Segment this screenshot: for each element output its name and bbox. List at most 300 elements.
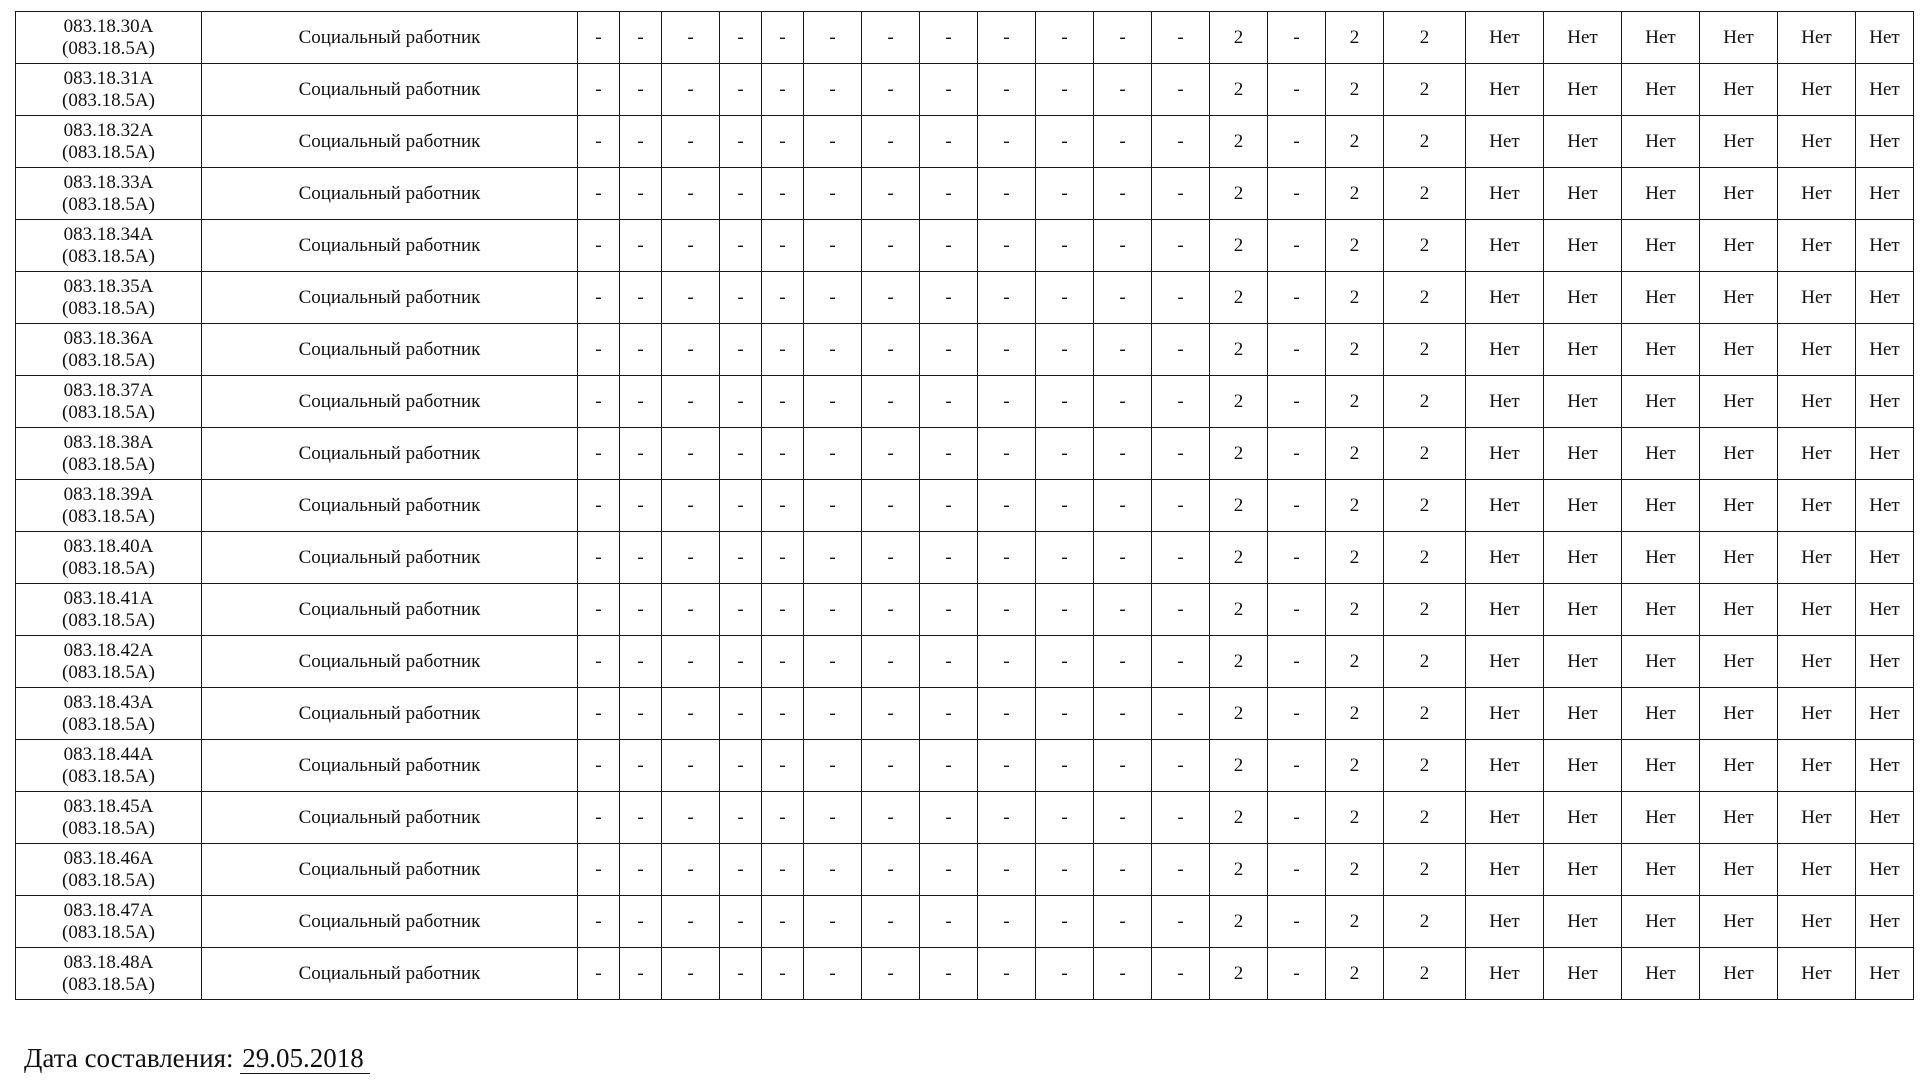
factor-class-cell: - <box>720 688 762 740</box>
workplace-code: 083.18.34А <box>63 223 154 245</box>
factor-class-cell: - <box>1152 844 1210 896</box>
table-row <box>16 376 1914 428</box>
yes-no-cell: Нет <box>1778 324 1856 376</box>
factor-class-cell: - <box>1152 324 1210 376</box>
yes-no-cell: Нет <box>1544 64 1622 116</box>
yes-no-cell: Нет <box>1856 636 1914 688</box>
factor-class-cell: - <box>804 324 862 376</box>
factor-class-cell: 2 <box>1326 636 1384 688</box>
yes-no-cell: Нет <box>1778 12 1856 64</box>
factor-class-cell: 2 <box>1210 688 1268 740</box>
factor-class-cell: - <box>578 584 620 636</box>
factor-class-cell: 2 <box>1384 636 1466 688</box>
table-row <box>16 480 1914 532</box>
factor-class-cell: - <box>1036 896 1094 948</box>
workplace-code-cell <box>16 376 202 428</box>
yes-no-cell: Нет <box>1544 532 1622 584</box>
factor-class-cell: - <box>1094 584 1152 636</box>
factor-class-cell: - <box>620 428 662 480</box>
factor-class-cell: - <box>920 480 978 532</box>
yes-no-cell: Нет <box>1778 168 1856 220</box>
analog-workplace-code: (083.18.5А) <box>62 557 155 579</box>
factor-class-cell: - <box>720 12 762 64</box>
workplace-code-cell <box>16 12 202 64</box>
factor-class-cell: - <box>1268 116 1326 168</box>
factor-class-cell: - <box>804 480 862 532</box>
factor-class-cell: - <box>1268 12 1326 64</box>
analog-workplace-code: (083.18.5А) <box>62 973 155 995</box>
factor-class-cell: - <box>762 272 804 324</box>
yes-no-cell: Нет <box>1700 844 1778 896</box>
analog-workplace-code: (083.18.5А) <box>62 349 155 371</box>
workplace-code: 083.18.39А <box>63 483 154 505</box>
factor-class-cell: - <box>862 116 920 168</box>
factor-class-cell: - <box>620 324 662 376</box>
factor-class-cell: - <box>662 480 720 532</box>
factor-class-cell: 2 <box>1384 168 1466 220</box>
factor-class-cell: - <box>1036 636 1094 688</box>
factor-class-cell: - <box>578 376 620 428</box>
factor-class-cell: - <box>578 740 620 792</box>
factor-class-cell: - <box>578 116 620 168</box>
factor-class-cell: - <box>762 792 804 844</box>
table-body <box>16 12 1914 1000</box>
factor-class-cell: - <box>762 64 804 116</box>
factor-class-cell: - <box>920 688 978 740</box>
analog-workplace-code: (083.18.5А) <box>62 193 155 215</box>
table-row <box>16 324 1914 376</box>
factor-class-cell: - <box>1094 740 1152 792</box>
analog-workplace-code: (083.18.5А) <box>62 505 155 527</box>
factor-class-cell: 2 <box>1326 376 1384 428</box>
workplace-code: 083.18.40А <box>63 535 154 557</box>
analog-workplace-code: (083.18.5А) <box>62 453 155 475</box>
factor-class-cell: - <box>762 376 804 428</box>
analog-workplace-code: (083.18.5А) <box>62 609 155 631</box>
factor-class-cell: - <box>804 584 862 636</box>
factor-class-cell: - <box>720 168 762 220</box>
compilation-date-value: 29.05.2018 <box>240 1043 370 1074</box>
factor-class-cell: - <box>1268 324 1326 376</box>
yes-no-cell: Нет <box>1622 896 1700 948</box>
factor-class-cell: - <box>920 376 978 428</box>
factor-class-cell: - <box>862 272 920 324</box>
factor-class-cell: - <box>1268 64 1326 116</box>
factor-class-cell: 2 <box>1326 168 1384 220</box>
factor-class-cell: - <box>720 948 762 1000</box>
factor-class-cell: - <box>578 64 620 116</box>
factor-class-cell: - <box>804 636 862 688</box>
factor-class-cell: - <box>662 64 720 116</box>
factor-class-cell: - <box>1036 584 1094 636</box>
factor-class-cell: - <box>762 428 804 480</box>
yes-no-cell: Нет <box>1700 636 1778 688</box>
analog-workplace-code: (083.18.5А) <box>62 245 155 267</box>
factor-class-cell: - <box>920 844 978 896</box>
factor-class-cell: - <box>620 896 662 948</box>
factor-class-cell: - <box>804 220 862 272</box>
table-row <box>16 688 1914 740</box>
yes-no-cell: Нет <box>1778 64 1856 116</box>
analog-workplace-code: (083.18.5А) <box>62 37 155 59</box>
factor-class-cell: 2 <box>1210 376 1268 428</box>
factor-class-cell: - <box>1268 636 1326 688</box>
yes-no-cell: Нет <box>1856 272 1914 324</box>
analog-workplace-code: (083.18.5А) <box>62 817 155 839</box>
factor-class-cell: - <box>762 480 804 532</box>
factor-class-cell: - <box>978 532 1036 584</box>
yes-no-cell: Нет <box>1466 220 1544 272</box>
factor-class-cell: - <box>1094 480 1152 532</box>
factor-class-cell: 2 <box>1326 428 1384 480</box>
factor-class-cell: 2 <box>1210 324 1268 376</box>
factor-class-cell: 2 <box>1326 740 1384 792</box>
factor-class-cell: - <box>920 116 978 168</box>
factor-class-cell: - <box>1094 792 1152 844</box>
factor-class-cell: - <box>1094 844 1152 896</box>
workplace-code-cell <box>16 324 202 376</box>
yes-no-cell: Нет <box>1622 64 1700 116</box>
factor-class-cell: 2 <box>1384 844 1466 896</box>
factor-class-cell: - <box>978 844 1036 896</box>
yes-no-cell: Нет <box>1544 168 1622 220</box>
factor-class-cell: - <box>1036 480 1094 532</box>
factor-class-cell: - <box>1152 220 1210 272</box>
yes-no-cell: Нет <box>1700 532 1778 584</box>
factor-class-cell: - <box>1152 116 1210 168</box>
yes-no-cell: Нет <box>1700 116 1778 168</box>
factor-class-cell: 2 <box>1210 532 1268 584</box>
factor-class-cell: - <box>1036 948 1094 1000</box>
factor-class-cell: - <box>978 324 1036 376</box>
factor-class-cell: - <box>578 636 620 688</box>
factor-class-cell: - <box>762 324 804 376</box>
factor-class-cell: - <box>620 844 662 896</box>
workplace-code-cell <box>16 116 202 168</box>
workplace-code-cell <box>16 844 202 896</box>
factor-class-cell: - <box>620 948 662 1000</box>
yes-no-cell: Нет <box>1778 428 1856 480</box>
factor-class-cell: - <box>1268 376 1326 428</box>
yes-no-cell: Нет <box>1466 376 1544 428</box>
yes-no-cell: Нет <box>1856 948 1914 1000</box>
factor-class-cell: - <box>1152 688 1210 740</box>
factor-class-cell: - <box>862 64 920 116</box>
yes-no-cell: Нет <box>1544 740 1622 792</box>
factor-class-cell: 2 <box>1326 948 1384 1000</box>
workplace-code-cell <box>16 64 202 116</box>
factor-class-cell: - <box>862 428 920 480</box>
factor-class-cell: - <box>762 12 804 64</box>
factor-class-cell: - <box>720 64 762 116</box>
factor-class-cell: - <box>578 948 620 1000</box>
yes-no-cell: Нет <box>1856 844 1914 896</box>
job-title-cell: Социальный работник <box>202 532 578 584</box>
job-title-cell: Социальный работник <box>202 220 578 272</box>
factor-class-cell: - <box>762 116 804 168</box>
yes-no-cell: Нет <box>1466 168 1544 220</box>
factor-class-cell: - <box>720 584 762 636</box>
factor-class-cell: - <box>762 948 804 1000</box>
factor-class-cell: - <box>1152 272 1210 324</box>
factor-class-cell: - <box>720 792 762 844</box>
table-row <box>16 792 1914 844</box>
yes-no-cell: Нет <box>1700 272 1778 324</box>
factor-class-cell: - <box>804 12 862 64</box>
factor-class-cell: - <box>978 272 1036 324</box>
factor-class-cell: - <box>1094 636 1152 688</box>
yes-no-cell: Нет <box>1544 12 1622 64</box>
job-title-cell: Социальный работник <box>202 688 578 740</box>
factor-class-cell: - <box>662 948 720 1000</box>
factor-class-cell: - <box>1094 896 1152 948</box>
table-row <box>16 532 1914 584</box>
factor-class-cell: - <box>620 12 662 64</box>
factor-class-cell: - <box>862 532 920 584</box>
factor-class-cell: - <box>1152 428 1210 480</box>
factor-class-cell: 2 <box>1384 740 1466 792</box>
factor-class-cell: - <box>804 844 862 896</box>
factor-class-cell: - <box>1094 948 1152 1000</box>
factor-class-cell: - <box>862 636 920 688</box>
factor-class-cell: - <box>578 220 620 272</box>
yes-no-cell: Нет <box>1622 480 1700 532</box>
factor-class-cell: - <box>1152 948 1210 1000</box>
factor-class-cell: - <box>662 116 720 168</box>
yes-no-cell: Нет <box>1544 636 1622 688</box>
yes-no-cell: Нет <box>1856 688 1914 740</box>
yes-no-cell: Нет <box>1700 480 1778 532</box>
yes-no-cell: Нет <box>1622 12 1700 64</box>
table-row <box>16 220 1914 272</box>
yes-no-cell: Нет <box>1778 688 1856 740</box>
factor-class-cell: - <box>620 636 662 688</box>
factor-class-cell: 2 <box>1326 116 1384 168</box>
factor-class-cell: - <box>1094 324 1152 376</box>
yes-no-cell: Нет <box>1700 168 1778 220</box>
job-title-cell: Социальный работник <box>202 844 578 896</box>
table-row <box>16 636 1914 688</box>
factor-class-cell: 2 <box>1326 844 1384 896</box>
factor-class-cell: - <box>620 220 662 272</box>
analog-workplace-code: (083.18.5А) <box>62 713 155 735</box>
factor-class-cell: - <box>804 740 862 792</box>
factor-class-cell: - <box>578 12 620 64</box>
factor-class-cell: - <box>1036 376 1094 428</box>
factor-class-cell: 2 <box>1210 636 1268 688</box>
yes-no-cell: Нет <box>1466 116 1544 168</box>
yes-no-cell: Нет <box>1778 116 1856 168</box>
factor-class-cell: - <box>578 168 620 220</box>
yes-no-cell: Нет <box>1466 896 1544 948</box>
factor-class-cell: - <box>1036 428 1094 480</box>
yes-no-cell: Нет <box>1466 428 1544 480</box>
factor-class-cell: - <box>720 376 762 428</box>
analog-workplace-code: (083.18.5А) <box>62 401 155 423</box>
factor-class-cell: - <box>862 480 920 532</box>
factor-class-cell: - <box>720 116 762 168</box>
factor-class-cell: - <box>920 740 978 792</box>
factor-class-cell: - <box>578 688 620 740</box>
yes-no-cell: Нет <box>1544 272 1622 324</box>
factor-class-cell: - <box>662 272 720 324</box>
factor-class-cell: - <box>662 220 720 272</box>
factor-class-cell: - <box>920 428 978 480</box>
job-title-cell: Социальный работник <box>202 376 578 428</box>
factor-class-cell: - <box>1036 220 1094 272</box>
factor-class-cell: - <box>620 792 662 844</box>
factor-class-cell: - <box>720 428 762 480</box>
factor-class-cell: 2 <box>1326 896 1384 948</box>
factor-class-cell: - <box>862 168 920 220</box>
factor-class-cell: - <box>804 376 862 428</box>
factor-class-cell: 2 <box>1210 116 1268 168</box>
factor-class-cell: - <box>978 896 1036 948</box>
yes-no-cell: Нет <box>1856 168 1914 220</box>
table-row <box>16 896 1914 948</box>
job-title-cell: Социальный работник <box>202 480 578 532</box>
factor-class-cell: - <box>762 168 804 220</box>
factor-class-cell: - <box>978 428 1036 480</box>
factor-class-cell: - <box>578 844 620 896</box>
factor-class-cell: - <box>762 636 804 688</box>
factor-class-cell: 2 <box>1384 428 1466 480</box>
yes-no-cell: Нет <box>1544 324 1622 376</box>
factor-class-cell: - <box>662 324 720 376</box>
factor-class-cell: 2 <box>1210 844 1268 896</box>
yes-no-cell: Нет <box>1700 740 1778 792</box>
factor-class-cell: - <box>662 168 720 220</box>
factor-class-cell: - <box>920 324 978 376</box>
yes-no-cell: Нет <box>1622 220 1700 272</box>
yes-no-cell: Нет <box>1778 844 1856 896</box>
job-title-cell: Социальный работник <box>202 64 578 116</box>
factor-class-cell: - <box>1036 272 1094 324</box>
factor-class-cell: - <box>1036 12 1094 64</box>
factor-class-cell: 2 <box>1210 272 1268 324</box>
factor-class-cell: - <box>720 324 762 376</box>
yes-no-cell: Нет <box>1856 480 1914 532</box>
factor-class-cell: - <box>1036 740 1094 792</box>
factor-class-cell: - <box>1094 376 1152 428</box>
yes-no-cell: Нет <box>1544 116 1622 168</box>
factor-class-cell: - <box>1152 636 1210 688</box>
yes-no-cell: Нет <box>1466 272 1544 324</box>
factor-class-cell: - <box>920 64 978 116</box>
factor-class-cell: 2 <box>1384 896 1466 948</box>
yes-no-cell: Нет <box>1700 896 1778 948</box>
factor-class-cell: - <box>1036 168 1094 220</box>
yes-no-cell: Нет <box>1544 220 1622 272</box>
yes-no-cell: Нет <box>1622 844 1700 896</box>
workplace-code-cell <box>16 948 202 1000</box>
factor-class-cell: - <box>720 844 762 896</box>
yes-no-cell: Нет <box>1856 428 1914 480</box>
yes-no-cell: Нет <box>1466 792 1544 844</box>
yes-no-cell: Нет <box>1700 948 1778 1000</box>
factor-class-cell: - <box>978 64 1036 116</box>
factor-class-cell: 2 <box>1326 64 1384 116</box>
factor-class-cell: - <box>620 584 662 636</box>
factor-class-cell: - <box>662 844 720 896</box>
factor-class-cell: - <box>804 272 862 324</box>
workplace-code: 083.18.43А <box>63 691 154 713</box>
yes-no-cell: Нет <box>1466 12 1544 64</box>
yes-no-cell: Нет <box>1856 896 1914 948</box>
factor-class-cell: - <box>762 584 804 636</box>
factor-class-cell: 2 <box>1384 116 1466 168</box>
job-title-cell: Социальный работник <box>202 324 578 376</box>
factor-class-cell: - <box>1268 948 1326 1000</box>
factor-class-cell: 2 <box>1326 688 1384 740</box>
factor-class-cell: 2 <box>1384 948 1466 1000</box>
factor-class-cell: 2 <box>1384 220 1466 272</box>
yes-no-cell: Нет <box>1622 792 1700 844</box>
factor-class-cell: 2 <box>1210 480 1268 532</box>
job-title-cell: Социальный работник <box>202 896 578 948</box>
factor-class-cell: - <box>620 376 662 428</box>
factor-class-cell: - <box>920 168 978 220</box>
factor-class-cell: - <box>862 792 920 844</box>
factor-class-cell: 2 <box>1384 272 1466 324</box>
factor-class-cell: - <box>662 688 720 740</box>
factor-class-cell: - <box>620 168 662 220</box>
yes-no-cell: Нет <box>1778 792 1856 844</box>
workplace-code-cell <box>16 220 202 272</box>
factor-class-cell: - <box>978 792 1036 844</box>
yes-no-cell: Нет <box>1622 636 1700 688</box>
factor-class-cell: - <box>1094 64 1152 116</box>
factor-class-cell: 2 <box>1210 428 1268 480</box>
factor-class-cell: - <box>1094 688 1152 740</box>
workplace-code: 083.18.32А <box>63 119 154 141</box>
compilation-date-label: Дата составления: <box>24 1043 234 1073</box>
workplace-code: 083.18.46А <box>63 847 154 869</box>
factor-class-cell: 2 <box>1210 792 1268 844</box>
yes-no-cell: Нет <box>1544 948 1622 1000</box>
yes-no-cell: Нет <box>1622 428 1700 480</box>
factor-class-cell: - <box>1268 584 1326 636</box>
yes-no-cell: Нет <box>1466 688 1544 740</box>
factor-class-cell: - <box>978 376 1036 428</box>
workplace-code: 083.18.33А <box>63 171 154 193</box>
yes-no-cell: Нет <box>1466 948 1544 1000</box>
yes-no-cell: Нет <box>1466 324 1544 376</box>
factor-class-cell: - <box>662 584 720 636</box>
yes-no-cell: Нет <box>1466 64 1544 116</box>
yes-no-cell: Нет <box>1856 116 1914 168</box>
factor-class-cell: - <box>978 740 1036 792</box>
yes-no-cell: Нет <box>1466 584 1544 636</box>
job-title-cell: Социальный работник <box>202 636 578 688</box>
factor-class-cell: - <box>978 12 1036 64</box>
table-row <box>16 428 1914 480</box>
factor-class-cell: - <box>920 532 978 584</box>
table-row <box>16 168 1914 220</box>
workplace-code-cell <box>16 636 202 688</box>
factor-class-cell: - <box>862 12 920 64</box>
factor-class-cell: - <box>1268 220 1326 272</box>
factor-class-cell: - <box>1268 480 1326 532</box>
factor-class-cell: - <box>578 324 620 376</box>
factor-class-cell: - <box>1036 792 1094 844</box>
factor-class-cell: 2 <box>1210 948 1268 1000</box>
factor-class-cell: - <box>862 324 920 376</box>
factor-class-cell: - <box>1268 844 1326 896</box>
factor-class-cell: 2 <box>1210 896 1268 948</box>
factor-class-cell: - <box>720 532 762 584</box>
factor-class-cell: - <box>1152 584 1210 636</box>
